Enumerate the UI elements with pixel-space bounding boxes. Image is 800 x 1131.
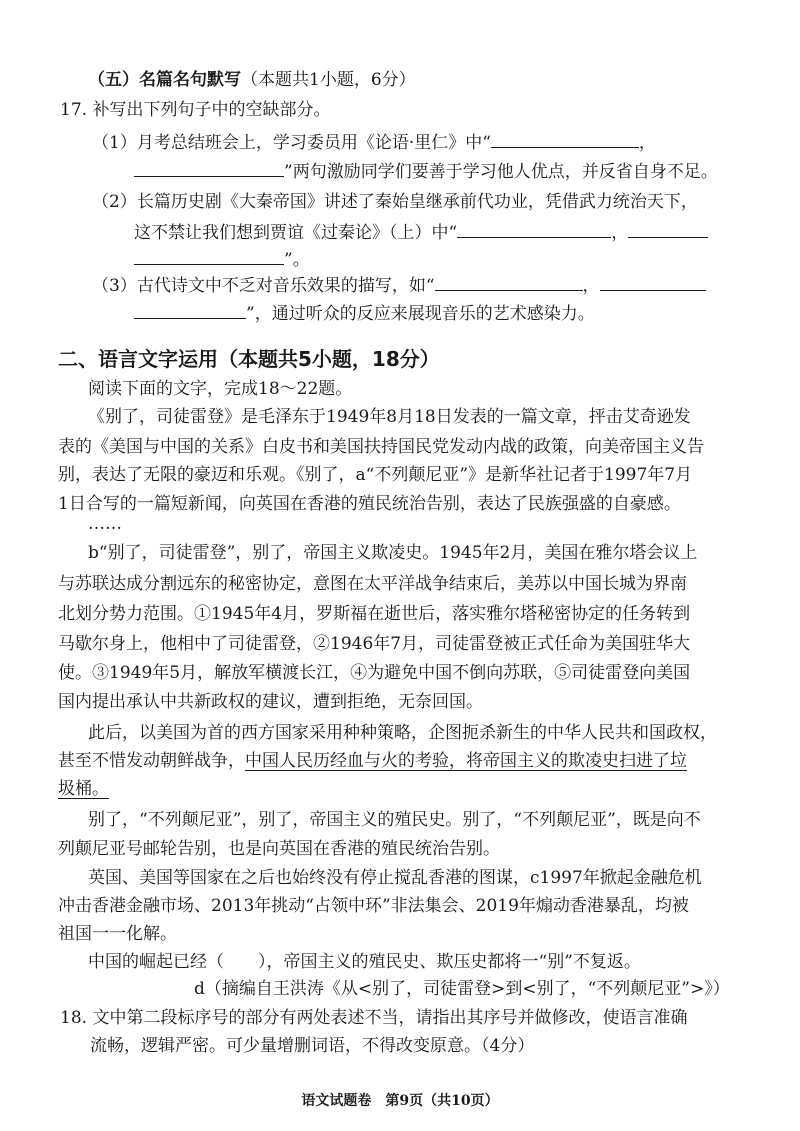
passage-line: 与苏联达成分割远东的秘密协定，意图在太平洋战争结束后，美苏以中国长城为界南 bbox=[58, 574, 687, 594]
passage-line: 别了，“不列颠尼亚”，别了，帝国主义的殖民史。别了，“不列颠尼亚”，既是向不 bbox=[88, 810, 701, 830]
question-17-item-3 bbox=[92, 272, 706, 298]
passage-text: 甚至不惜发动朝鲜战争， bbox=[58, 751, 245, 771]
item-text: 这不禁让我们想到贾谊《过秦论》（上）中“ bbox=[134, 223, 458, 243]
question-17-item-3-cont bbox=[134, 300, 595, 326]
item-text: ”，通过听众的反应来展现音乐的艺术感染力。 bbox=[246, 304, 595, 324]
section-meta: （本题共1小题，6分） bbox=[241, 70, 416, 90]
question-17-item-2-end bbox=[134, 246, 310, 272]
item-text: （3）古代诗文中不乏对音乐效果的描写，如“ bbox=[92, 276, 435, 296]
passage-line: b“别了，司徒雷登”，别了，帝国主义欺凌史。1945年2月，美国在雅尔塔会议上 bbox=[88, 543, 698, 563]
passage-line: 使。③1949年5月，解放军横渡长江，④为避免中国不倒向苏联，⑤司徒雷登向美国 bbox=[58, 663, 691, 683]
answer-blank[interactable] bbox=[134, 158, 284, 177]
passage-line: 英国、美国等国家在之后也始终没有停止搅乱香港的图谋，c1997年掀起金融危机 bbox=[88, 868, 702, 888]
item-text: ， bbox=[582, 276, 600, 296]
passage-line bbox=[58, 749, 687, 773]
passage-line: 此后，以美国为首的西方国家采用种种策略，企图扼杀新生的中华人民共和国政权， bbox=[88, 723, 717, 743]
passage-line: 北划分势力范围。①1945年4月，罗斯福在逝世后，落实雅尔塔秘密协定的任务转到 bbox=[58, 604, 691, 624]
item-text: ， bbox=[611, 223, 629, 243]
question-17-item-2: （2）长篇历史剧《大秦帝国》讲述了秦始皇继承前代功业，凭借武力统治天下， bbox=[92, 192, 698, 212]
passage-source: d（摘编自王洪涛《从<别了，司徒雷登>到<别了，“不列颠尼亚”>》） bbox=[194, 979, 730, 999]
answer-blank[interactable] bbox=[435, 272, 583, 291]
answer-blank[interactable] bbox=[457, 219, 611, 238]
item-text: （1）月考总结班会上，学习委员用《论语·里仁》中“ bbox=[92, 133, 491, 153]
answer-blank[interactable] bbox=[628, 219, 708, 238]
question-18-line: 18. 文中第二段标序号的部分有两处表述不当，请指出其序号并做修改，使语言准确 bbox=[60, 1008, 688, 1028]
item-text: ”两句激励同学们要善于学习他人优点，并反省自身不足。 bbox=[284, 162, 718, 182]
item-text: ”。 bbox=[284, 250, 310, 270]
question-17-item-1 bbox=[92, 129, 656, 155]
underlined-sentence: 中国人民历经血与火的考验，将帝国主义的欺凌史扫进了垃 bbox=[245, 751, 687, 771]
section-heading bbox=[88, 68, 416, 92]
passage-intro: 阅读下面的文字，完成18～22题。 bbox=[88, 379, 353, 399]
answer-blank[interactable] bbox=[600, 272, 706, 291]
passage-line: 中国的崛起已经（ ），帝国主义的殖民史、欺压史都将一“别”不复返。 bbox=[88, 952, 641, 972]
passage-line: 冲击香港金融市场、2013年挑动“占领中环”非法集会、2019年煽动香港暴乱，均被 bbox=[58, 896, 689, 916]
part-title: 二、语言文字运用 bbox=[58, 347, 218, 371]
part-meta: （本题共5小题，18分） bbox=[218, 347, 440, 371]
part-heading bbox=[58, 345, 440, 373]
passage-line: 马歇尔身上，他相中了司徒雷登，②1946年7月，司徒雷登被正式任命为美国驻华大 bbox=[58, 634, 691, 654]
question-17-item-2-cont bbox=[134, 219, 708, 245]
ellipsis: …… bbox=[88, 514, 122, 534]
passage-line: 国内提出承认中共新政权的建议，遭到拒绝，无奈回国。 bbox=[58, 692, 483, 712]
answer-blank[interactable] bbox=[134, 246, 284, 265]
passage-line: 《别了，司徒雷登》是毛泽东于1949年8月18日发表的一篇文章，抨击艾奇逊发 bbox=[88, 407, 691, 427]
passage-line bbox=[58, 777, 109, 801]
passage-line: 表的《美国与中国的关系》白皮书和美国扶持国民党发动内战的政策，向美帝国主义告 bbox=[58, 437, 704, 457]
item-text: ， bbox=[638, 133, 656, 153]
passage-line: 1日合写的一篇短新闻，向英国在香港的殖民统治告别，表达了民族强盛的自豪感。 bbox=[58, 494, 681, 514]
passage-line: 列颠尼亚号邮轮告别，也是向英国在香港的殖民统治告别。 bbox=[58, 839, 500, 859]
passage-line: 别，表达了无限的豪迈和乐观。《别了，a“不列颠尼亚”》是新华社记者于1997年7月 bbox=[58, 465, 693, 485]
question-17-item-1-cont bbox=[134, 158, 718, 184]
question-17-stem: 17. 补写出下列句子中的空缺部分。 bbox=[60, 100, 331, 120]
passage-line: 祖国一一化解。 bbox=[58, 924, 177, 944]
page-footer: 语文试题卷 第9页（共10页） bbox=[301, 1093, 499, 1109]
question-18-line: 流畅，逻辑严密。可少量增删词语，不得改变原意。（4分） bbox=[90, 1036, 535, 1056]
underlined-sentence: 圾桶。 bbox=[58, 779, 109, 799]
answer-blank[interactable] bbox=[134, 300, 246, 319]
answer-blank[interactable] bbox=[491, 129, 639, 148]
section-title: （五）名篇名句默写 bbox=[88, 70, 241, 90]
